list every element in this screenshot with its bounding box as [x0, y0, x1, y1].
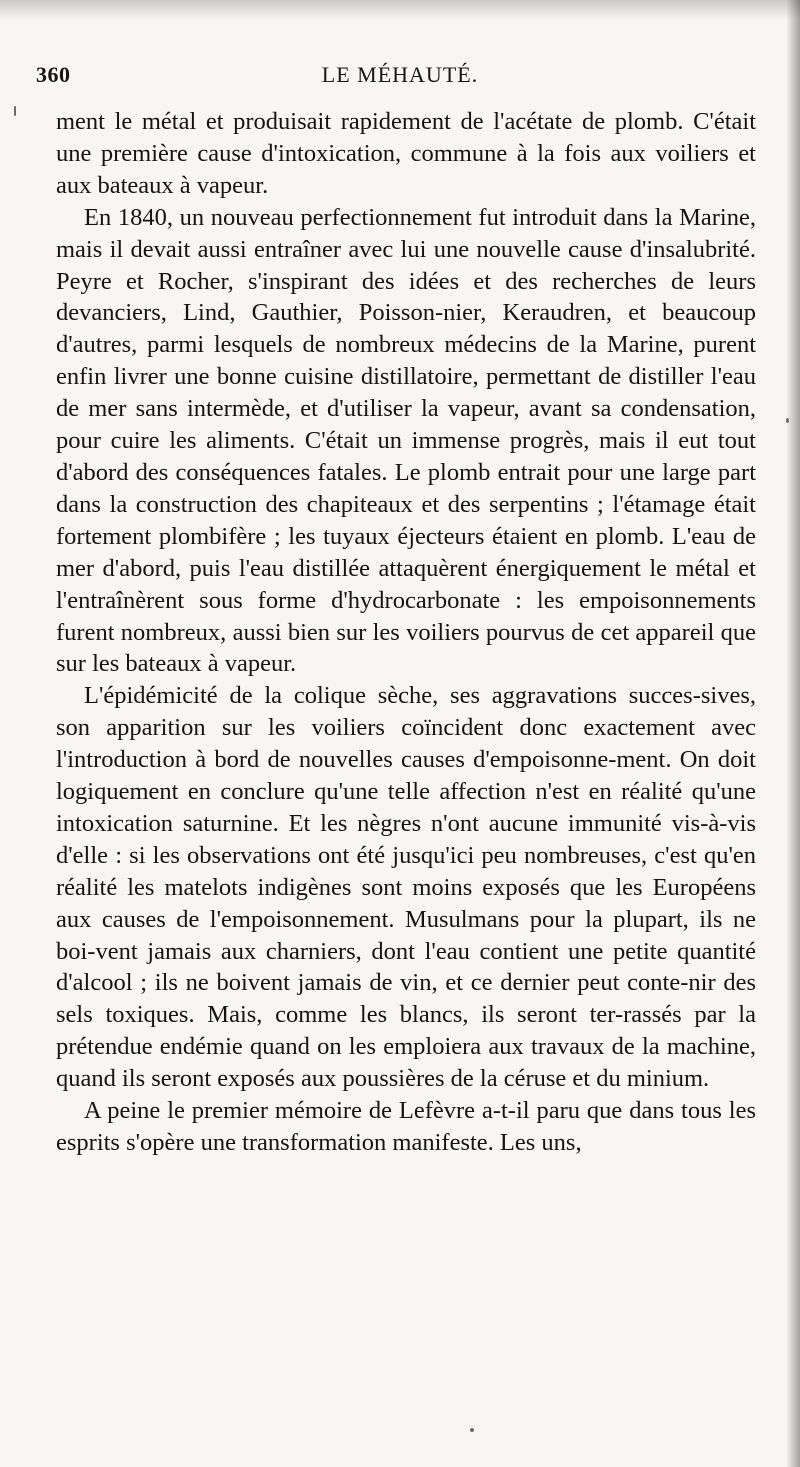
- scan-speck: [786, 418, 789, 423]
- paragraph-lefevre-memoire: A peine le premier mémoire de Lefèvre a-t-il paru que dans tous les esprits s'opère une transformation manifeste. Les uns,: [56, 1097, 756, 1156]
- paragraph-continuation: ment le métal et produisait rapidement de l'acétate de plomb. C'était une première cause d'intoxication, commune à la fois aux voiliers et aux bateaux à vapeur.: [56, 108, 756, 199]
- page-number: 360: [36, 62, 71, 87]
- scan-speck: [470, 1428, 474, 1432]
- paragraph-colique-seche: L'épidémicité de la colique sèche, ses aggravations succes-sives, son apparition sur les voiliers coïncident donc exactement avec l'introduction à bord de nouvelles causes d'empoisonne-ment. On doit logiquement en conclure qu'une telle affection n'est en réalité qu'une intoxication saturnine. Et les nègres n'ont aucune immunité vis-à-vis d'elle : si les observations ont été jusqu'ici peu nombreuses, c'est qu'en réalité les matelots indigènes sont moins exposés que les Européens aux causes de l'empoisonnement. Musulmans pour la plupart, ils ne boi-vent jamais aux charniers, dont l'eau contient une petite quantité d'alcool ; ils ne boivent jamais de vin, et ce dernier peut conte-nir des sels toxiques. Mais, comme les blancs, ils seront ter-rassés par la prétendue endémie quand on les emploiera aux travaux de la machine, quand ils seront exposés aux poussières de la céruse et du minium.: [56, 682, 756, 1093]
- paragraph-cuisine-distillatoire: En 1840, un nouveau perfectionnement fut introduit dans la Marine, mais il devait aussi entraîner avec lui une nouvelle cause d'insalubrité. Peyre et Rocher, s'inspirant des idées et des recherches de leurs devanciers, Lind, Gauthier, Poisson-nier, Keraudren, et beaucoup d'autres, parmi lesquels de nombreux médecins de la Marine, purent enfin livrer une bonne cuisine distillatoire, permettant de distiller l'eau de mer sans intermède, et d'utiliser la vapeur, avant sa condensation, pour cuire les aliments. C'était un immense progrès, mais il eut tout d'abord des conséquences fatales. Le plomb entrait pour une large part dans la construction des chapiteaux et des serpentins ; l'étamage était fortement plombifère ; les tuyaux éjecteurs étaient en plomb. L'eau de mer d'abord, puis l'eau distillée attaquèrent énergiquement le métal et l'entraînèrent sous forme d'hydrocarbonate : les empoisonnements furent nombreux, aussi bien sur les voiliers pourvus de cet appareil que sur les bateaux à vapeur.: [56, 203, 756, 678]
- body-text: [56, 106, 756, 1159]
- scan-right-shadow: [786, 0, 800, 1467]
- scan-speck: [14, 106, 16, 116]
- scan-top-shadow: [0, 0, 800, 20]
- page-header: [36, 60, 764, 100]
- running-title: LE MÉHAUTÉ.: [321, 62, 479, 87]
